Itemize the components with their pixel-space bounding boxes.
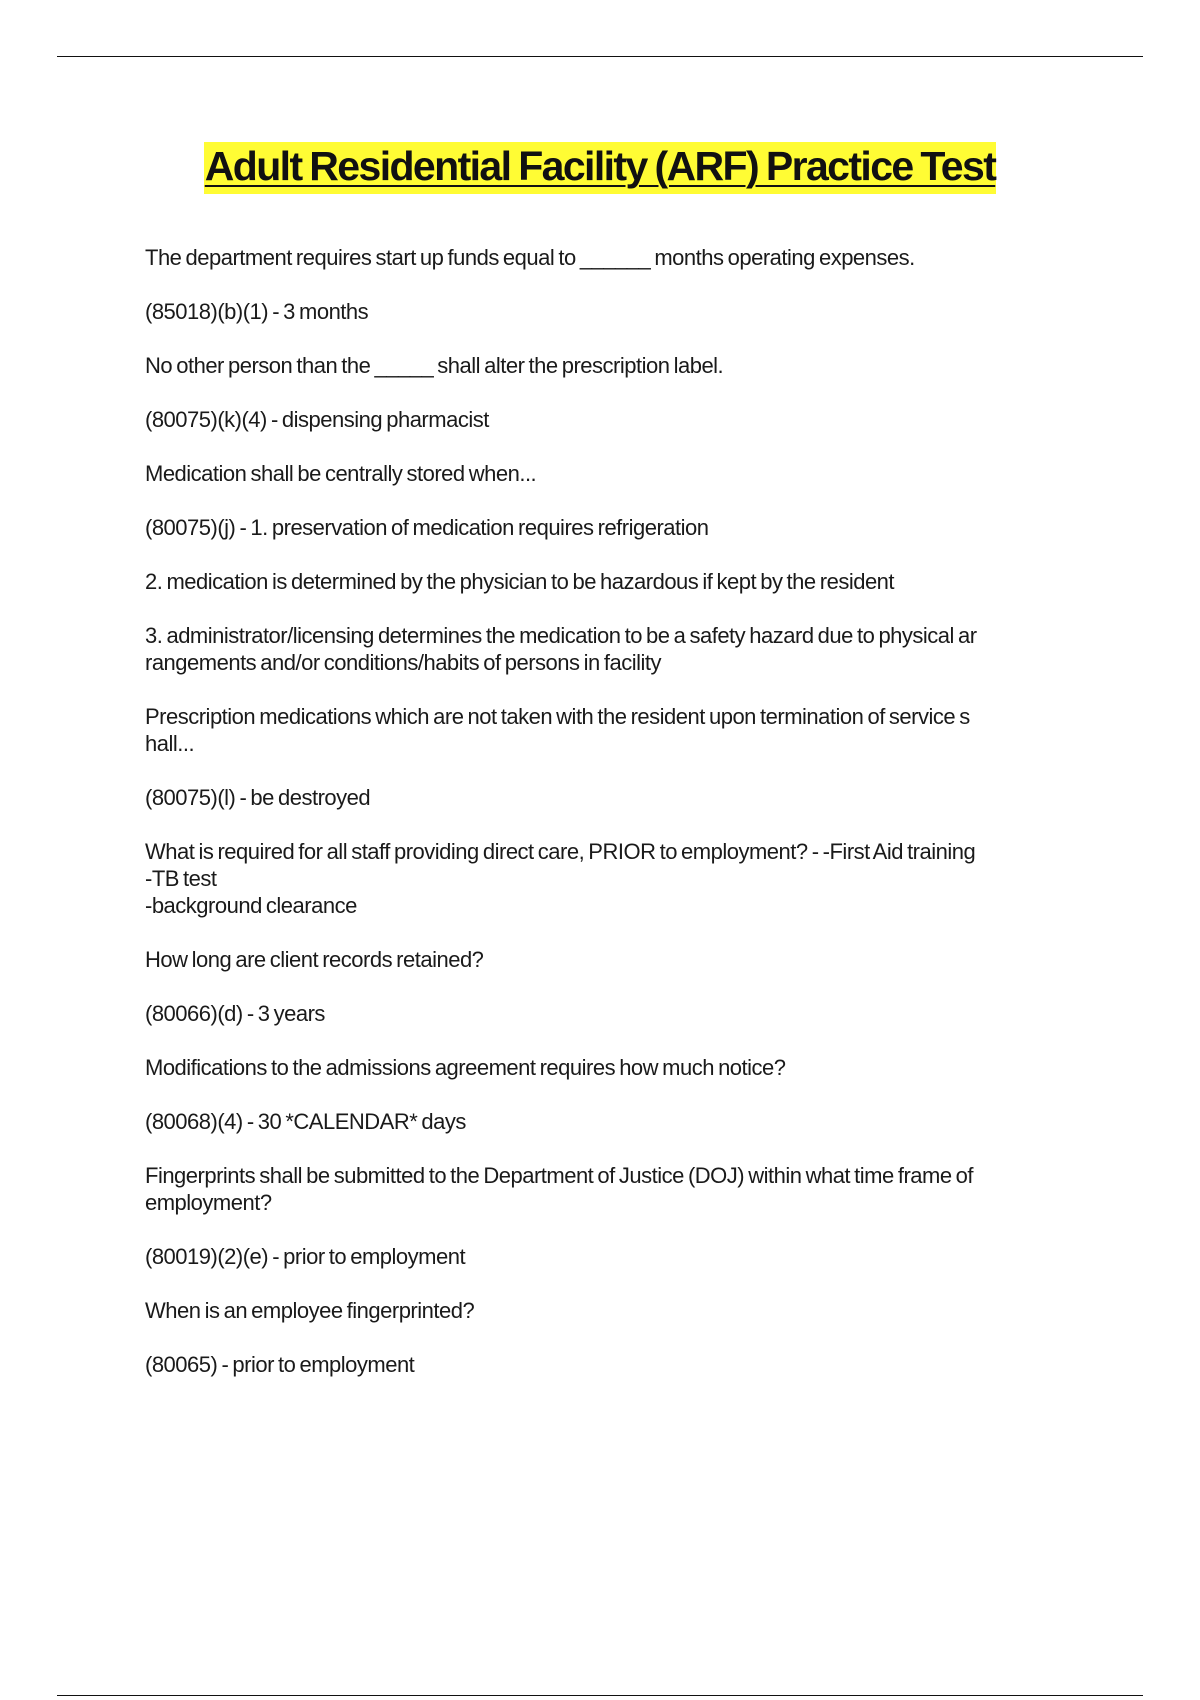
question-paragraph: How long are client records retained? (145, 947, 484, 972)
question-paragraph: No other person than the _____ shall alter the prescription label. (145, 353, 724, 378)
question-paragraph: The department requires start up funds equal to ______ months operating expenses. (145, 245, 915, 270)
answer-paragraph: (80075)(l) - be destroyed (145, 785, 371, 810)
answer-paragraph: (80019)(2)(e) - prior to employment (145, 1244, 466, 1269)
document-title: Adult Residential Facility (ARF) Practice Test (204, 142, 997, 194)
answer-paragraph: (80066)(d) - 3 years (145, 1001, 325, 1026)
answer-paragraph: 2. medication is determined by the physician to be hazardous if kept by the resident (145, 569, 895, 594)
answer-paragraph: (80068)(4) - 30 *CALENDAR* days (145, 1109, 466, 1134)
answer-paragraph: 3. administrator/licensing determines the medication to be a safety hazard due to physical ar rangements and/or conditions/habits of persons in facility (145, 623, 977, 675)
title-container (0, 142, 1200, 194)
answer-paragraph: (80075)(j) - 1. preservation of medication requires refrigeration (145, 515, 709, 540)
answer-paragraph: (80075)(k)(4) - dispensing pharmacist (145, 407, 489, 432)
question-paragraph: Medication shall be centrally stored when... (145, 461, 537, 486)
question-answer-paragraph: What is required for all staff providing direct care, PRIOR to employment? - -First Aid training -TB test -background clearance (145, 839, 976, 918)
bottom-rule (57, 1695, 1143, 1696)
question-paragraph: Prescription medications which are not taken with the resident upon termination of service s hall... (145, 704, 970, 756)
question-paragraph: Fingerprints shall be submitted to the Department of Justice (DOJ) within what time frame of employment? (145, 1163, 974, 1215)
document-body (145, 244, 1095, 1405)
answer-paragraph: (80065) - prior to employment (145, 1352, 415, 1377)
top-rule (57, 56, 1143, 57)
answer-paragraph: (85018)(b)(1) - 3 months (145, 299, 369, 324)
question-paragraph: Modifications to the admissions agreement requires how much notice? (145, 1055, 786, 1080)
question-paragraph: When is an employee fingerprinted? (145, 1298, 475, 1323)
